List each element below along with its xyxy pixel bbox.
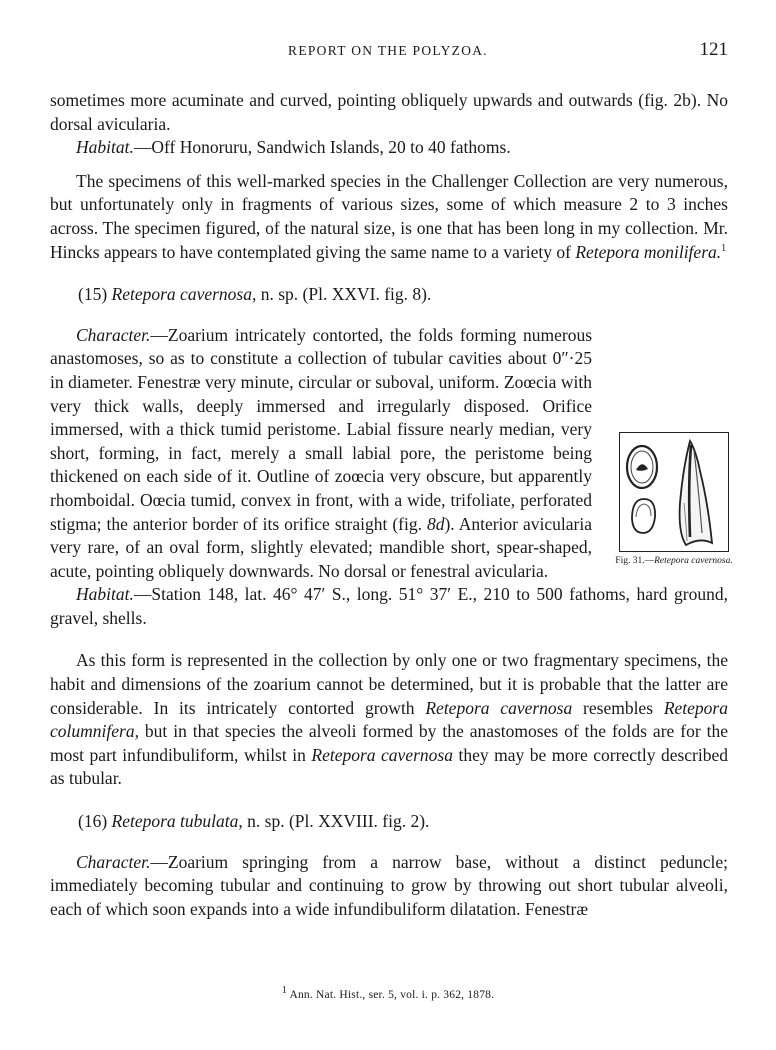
- habitat-label: Habitat.: [76, 137, 134, 158]
- character-label: Character.: [76, 851, 151, 872]
- species-ref: Retepora cavernosa: [311, 744, 453, 765]
- species-heading-16: (16) Retepora tubulata, n. sp. (Pl. XXVIII. fig. 2).: [78, 811, 430, 832]
- mandible: [680, 441, 712, 545]
- character-label: Character.: [76, 324, 151, 345]
- species-ref: Retepora columnifera,: [50, 697, 728, 742]
- species-name: Retepora cavernosa,: [111, 284, 257, 305]
- species-ref: Retepora cavernosa: [425, 697, 573, 718]
- figure-caption: Fig. 31.—Retepora cavernosa.: [615, 556, 733, 566]
- running-title: REPORT ON THE POLYZOA.: [288, 43, 488, 58]
- character-16: Character.—Zoarium springing from a narrow base, without a distinct peduncle; immediately becoming tubular and continuing to grow by throwing out short tubular alveoli, each of which soon expands into a wide infundibuliform dilatation. Fenestræ: [50, 851, 728, 919]
- figure-frame: [619, 432, 729, 552]
- species-heading-15: (15) Retepora cavernosa, n. sp. (Pl. XXVI. fig. 8).: [78, 284, 432, 305]
- habitat-label: Habitat.: [76, 584, 134, 605]
- paragraph-continuation: sometimes more acuminate and curved, pointing obliquely upwards and outwards (fig. 2b). No dorsal avicularia.: [50, 90, 728, 134]
- page-header: [0, 40, 776, 64]
- habitat-14: Habitat.—Off Honoruru, Sandwich Islands, 20 to 40 fathoms.: [76, 137, 511, 158]
- species-ref: Retepora monilifera.: [575, 241, 722, 262]
- character-15: Character.—Zoarium intricately contorted, the folds forming numerous anastomoses, so as to constitute a collection of tubular cavities about 0″·25 in diameter. Fenestræ very minute, circular or suboval, uniform. Zoœcia with very thick walls, deeply immersed and irregularly disposed. Orifice immersed, with a thick tumid peristome. Labial fissure nearly median, very short, forming, in fact, merely a small labial pore, the peristome being thickened on each side of it. Outline of zoœcia very obscure, but apparently rhomboidal. Oœcia tumid, convex in front, with a wide, trifoliate, perforated stigma; the anterior border of its orifice straight (fig. 8d). Anterior avicularia very rare, of an oval form, slightly elevated; mandible short, spear-shaped, acute, pointing obliquely downwards. No dorsal or fenestral avicularia.: [50, 324, 592, 581]
- habitat-15: Habitat.—Station 148, lat. 46° 47′ S., long. 51° 37′ E., 210 to 500 fathoms, hard ground, gravel, shells.: [50, 584, 728, 628]
- figure-31: [612, 426, 736, 567]
- paragraph-comparison: As this form is represented in the collection by only one or two fragmentary specimens, the habit and dimensions of the zoarium cannot be determined, but it is probable that the latter are considerable. In its intricately contorted growth Retepora cavernosa resembles Retepora columnifera, but in that species the alveoli formed by the anastomoses of the folds are for the most part infundibuliform, whilst in Retepora cavernosa they may be more correctly described as tubular.: [50, 650, 729, 789]
- fig-ref: 8d: [426, 513, 445, 534]
- zooecium-illustration: [620, 433, 728, 551]
- paragraph-specimens: The specimens of this well-marked species in the Challenger Collection are very numerous, but unfortunately only in fragments of various sizes, some of which measure 2 to 3 inches across. The specimen figured, of the natural size, is one that has been long in my collection. Mr. Hincks appears to have contemplated giving the same name to a variety of Retepora monilifera.$^1$: [50, 170, 728, 262]
- species-name: Retepora tubulata,: [111, 811, 243, 832]
- footnote-mark: 1: [721, 242, 727, 254]
- footnote: $^1$ Ann. Nat. Hist., ser. 5, vol. i. p. 362, 1878.: [281, 985, 495, 1001]
- page-number: 121: [699, 39, 728, 60]
